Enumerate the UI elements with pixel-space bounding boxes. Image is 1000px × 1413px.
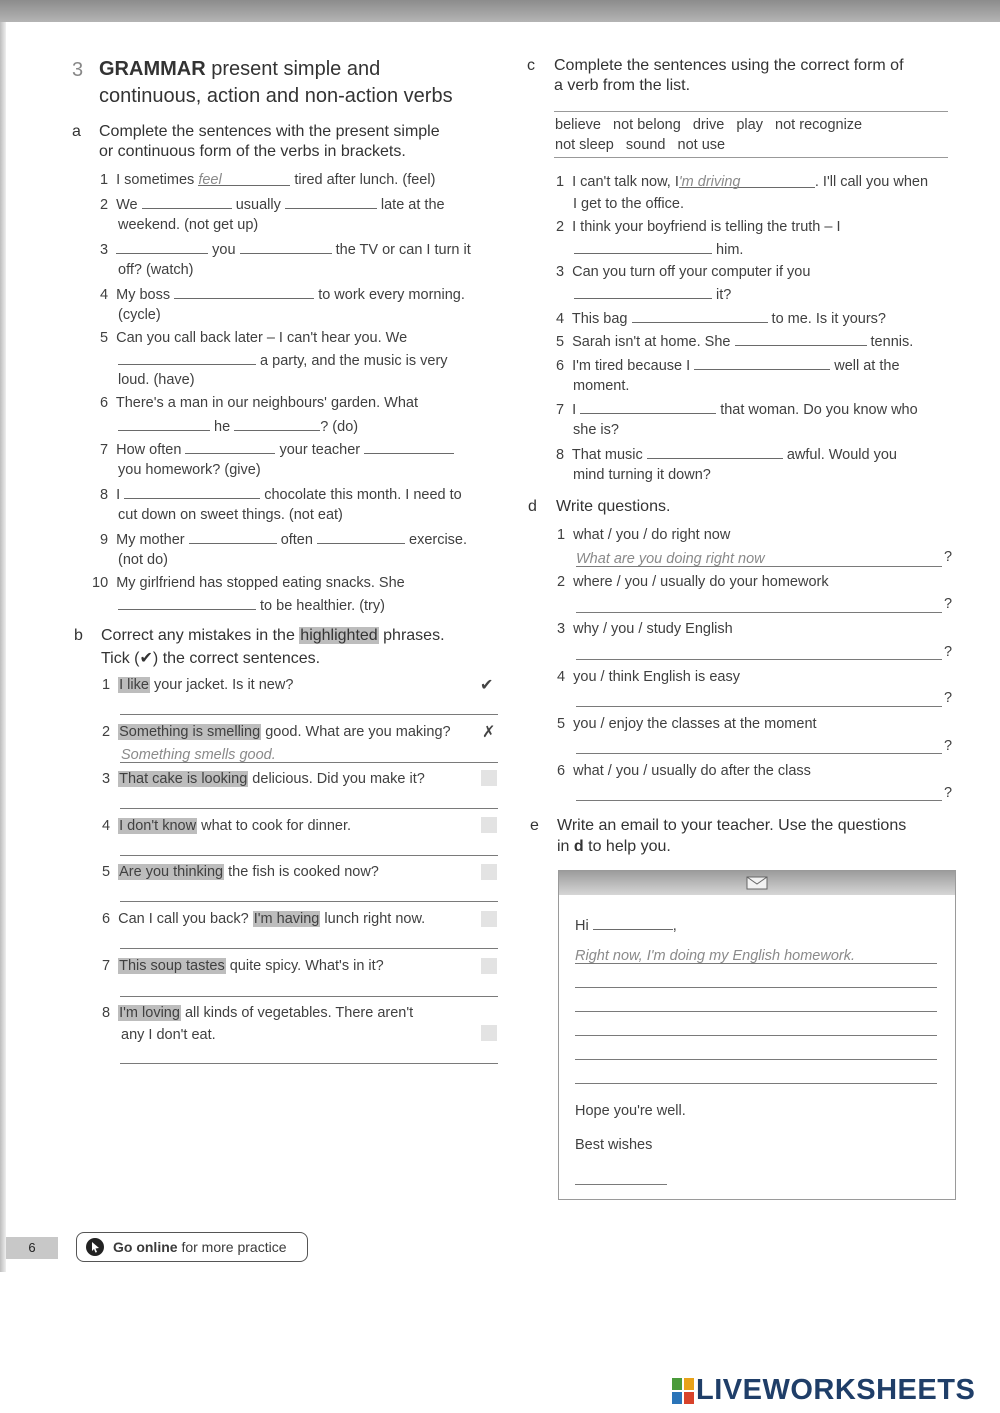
a-item-4-cont: (cycle) — [118, 307, 161, 323]
c-item-8-cont: mind turning it down? — [573, 467, 711, 483]
b-2-tick-box[interactable]: ✗ — [482, 724, 496, 741]
c-item-3-line2: it? — [574, 285, 731, 303]
d-6-question-mark: ? — [944, 785, 953, 801]
brand-name: LIVEWORKSHEETS — [696, 1374, 976, 1406]
c-item-8: 8 That music awful. Would you — [556, 447, 897, 463]
part-a-label: a — [72, 123, 81, 140]
email-answer-line-6[interactable] — [575, 1083, 937, 1084]
a-3-answer-field-1[interactable] — [116, 240, 208, 254]
a-item-7: 7 How often your teacher — [100, 440, 454, 458]
a-item-10-line2: to be healthier. (try) — [118, 596, 385, 614]
email-hope: Hope you're well. — [575, 1103, 686, 1119]
d-item-3: 3 why / you / study English — [557, 621, 733, 637]
page-number: 6 — [6, 1237, 58, 1259]
section-title: GRAMMAR present simple and — [99, 58, 381, 80]
a-item-8: 8 I chocolate this month. I need to — [100, 487, 462, 503]
part-e-instruction: Write an email to your teacher. Use the questions — [557, 817, 907, 834]
d-2-answer-line[interactable] — [576, 612, 942, 613]
email-answer-line-3[interactable] — [575, 1011, 937, 1012]
c-7-answer-field[interactable] — [580, 400, 716, 414]
email-name-field[interactable] — [593, 916, 673, 930]
a-item-5-line2: a party, and the music is very — [118, 351, 448, 369]
a-6-answer-field-1[interactable] — [118, 417, 210, 431]
email-answer-line-5[interactable] — [575, 1059, 937, 1060]
c-item-7-cont: she is? — [573, 422, 619, 438]
b-3-tick-box[interactable] — [481, 770, 497, 786]
a-7-answer-field-2[interactable] — [364, 440, 454, 454]
a-item-9-cont: (not do) — [118, 552, 168, 568]
b-4-tick-box[interactable] — [481, 817, 497, 833]
part-c-label: c — [527, 57, 535, 74]
b-3-answer-line[interactable] — [120, 808, 498, 809]
liveworksheets-logo-icon — [672, 1378, 694, 1404]
email-title-bar — [559, 871, 955, 895]
b-6-tick-box[interactable] — [481, 911, 497, 927]
d-5-answer-line[interactable] — [576, 753, 942, 754]
c-item-1-cont: I get to the office. — [573, 196, 684, 212]
a-4-answer-field[interactable] — [174, 285, 314, 299]
a-1-answer-field[interactable]: feel — [198, 172, 290, 186]
b-8-answer-line[interactable] — [120, 1063, 498, 1064]
b-7-answer-line[interactable] — [120, 996, 498, 997]
part-c-instruction: Complete the sentences using the correct form of — [554, 57, 904, 74]
a-item-3-cont: off? (watch) — [118, 262, 194, 278]
go-online-text: Go online for more practice — [113, 1239, 287, 1255]
b-item-2: 2 Something is smelling good. What are you making? — [102, 724, 451, 740]
cursor-icon — [85, 1237, 105, 1257]
c-8-answer-field[interactable] — [647, 445, 783, 459]
a-item-5-cont: loud. (have) — [118, 372, 195, 388]
part-e-label: e — [530, 817, 539, 834]
section-number: 3 — [72, 59, 84, 81]
a-item-7-cont: you homework? (give) — [118, 462, 261, 478]
a-item-8-cont: cut down on sweet things. (not eat) — [118, 507, 343, 523]
wordbox-top-rule — [554, 111, 948, 112]
c-4-answer-field[interactable] — [632, 309, 768, 323]
b-item-3: 3 That cake is looking delicious. Did you make it? — [102, 771, 425, 787]
a-item-4: 4 My boss to work every morning. — [100, 287, 465, 303]
b-7-tick-box[interactable] — [481, 958, 497, 974]
a-9-answer-field-1[interactable] — [189, 530, 277, 544]
a-item-6: 6 There's a man in our neighbours' garden. What — [100, 395, 419, 411]
b-5-answer-line[interactable] — [120, 901, 498, 902]
c-item-4: 4 This bag to me. Is it yours? — [556, 311, 886, 327]
go-online-badge[interactable] — [76, 1232, 308, 1262]
a-3-answer-field-2[interactable] — [240, 240, 332, 254]
part-a-instruction: Complete the sentences with the present simple — [99, 123, 440, 140]
scan-left-edge — [0, 22, 6, 1272]
d-3-question-mark: ? — [944, 644, 953, 660]
email-sign-off: Best wishes — [575, 1137, 653, 1153]
d-1-answer[interactable]: What are you doing right now — [576, 551, 765, 567]
d-2-question-mark: ? — [944, 596, 953, 612]
word-list: believe not belong drive play not recognize — [555, 117, 863, 133]
d-1-question-mark: ? — [944, 549, 953, 565]
b-1-answer-line[interactable] — [120, 714, 498, 715]
d-item-2: 2 where / you / usually do your homework — [557, 574, 829, 590]
email-answer-line-4[interactable] — [575, 1035, 937, 1036]
a-6-answer-field-2[interactable] — [234, 417, 320, 431]
a-2-answer-field-2[interactable] — [285, 195, 377, 209]
c-6-answer-field[interactable] — [694, 356, 830, 370]
b-item-7: 7 This soup tastes quite spicy. What's in it? — [102, 958, 384, 974]
section-title-line2: continuous, action and non-action verbs — [99, 85, 453, 107]
d-5-question-mark: ? — [944, 738, 953, 754]
d-item-4: 4 you / think English is easy — [557, 669, 740, 685]
c-3-answer-field[interactable] — [574, 285, 712, 299]
b-item-8-cont: any I don't eat. — [121, 1027, 216, 1043]
b-5-tick-box[interactable] — [481, 864, 497, 880]
b-item-1: 1 I like your jacket. Is it new? — [102, 677, 294, 693]
a-item-5: 5 Can you call back later – I can't hear you. We — [100, 330, 408, 346]
a-8-answer-field[interactable] — [124, 485, 260, 499]
c-item-2-line2: him. — [574, 240, 743, 258]
a-9-answer-field-2[interactable] — [317, 530, 405, 544]
word-list-2: not sleep sound not use — [555, 137, 726, 153]
b-4-answer-line[interactable] — [120, 855, 498, 856]
email-answer-line-2[interactable] — [575, 987, 937, 988]
a-10-answer-field[interactable] — [118, 596, 256, 610]
scan-top-edge — [0, 0, 1000, 22]
a-5-answer-field[interactable] — [118, 351, 256, 365]
c-item-1: 1 I can't talk now, I'm driving . I'll call you when — [556, 174, 929, 190]
c-item-6-cont: moment. — [573, 378, 630, 394]
part-b-instruction-2: Tick (✔) the correct sentences. — [101, 650, 321, 667]
b-8-tick-box[interactable] — [481, 1025, 497, 1041]
d-3-answer-line[interactable] — [576, 659, 942, 660]
c-item-3: 3 Can you turn off your computer if you — [556, 264, 811, 280]
a-item-10: 10 My girlfriend has stopped eating snacks. She — [92, 575, 405, 591]
b-item-6: 6 Can I call you back? I'm having lunch right now. — [102, 911, 426, 927]
a-2-answer-field-1[interactable] — [142, 195, 232, 209]
a-item-2: 2 We usually late at the — [100, 197, 445, 213]
part-d-instruction: Write questions. — [556, 498, 671, 515]
a-item-1: 1 I sometimes feel tired after lunch. (feel) — [100, 172, 436, 188]
d-4-question-mark: ? — [944, 690, 953, 706]
a-item-3: 3 you the TV or can I turn it — [100, 242, 471, 258]
email-answer-line-1 — [575, 963, 937, 964]
d-item-6: 6 what / you / usually do after the class — [557, 763, 811, 779]
a-item-9: 9 My mother often exercise. — [100, 532, 468, 548]
part-a-instruction-2: or continuous form of the verbs in brackets. — [99, 143, 406, 160]
email-greeting: Hi , — [575, 918, 677, 934]
d-item-5: 5 you / enjoy the classes at the moment — [557, 716, 817, 732]
d-4-answer-line[interactable] — [576, 706, 942, 707]
a-item-6-line2: he ? (do) — [118, 417, 358, 435]
b-item-5: 5 Are you thinking the fish is cooked now? — [102, 864, 379, 880]
part-b-instruction: Correct any mistakes in the highlighted phrases. — [101, 627, 445, 644]
c-item-7: 7 I that woman. Do you know who — [556, 402, 918, 418]
b-1-tick-box[interactable]: ✔ — [480, 677, 494, 694]
b-item-8: 8 I'm loving all kinds of vegetables. There aren't — [102, 1005, 414, 1021]
c-item-5: 5 Sarah isn't at home. She tennis. — [556, 334, 914, 350]
c-item-2: 2 I think your boyfriend is telling the truth – I — [556, 219, 841, 235]
a-item-2-cont: weekend. (not get up) — [118, 217, 259, 233]
part-e-instruction-2: in d to help you. — [557, 838, 671, 855]
c-2-answer-field[interactable] — [574, 240, 712, 254]
part-b-label: b — [74, 627, 83, 644]
d-1-answer-line — [576, 566, 942, 567]
d-item-1: 1 what / you / do right now — [557, 527, 731, 543]
part-d-label: d — [528, 498, 537, 515]
c-5-answer-field[interactable] — [735, 332, 867, 346]
b-item-4: 4 I don't know what to cook for dinner. — [102, 818, 352, 834]
part-c-instruction-2: a verb from the list. — [554, 77, 691, 94]
a-7-answer-field-1[interactable] — [185, 440, 275, 454]
b-2-answer-line — [120, 762, 498, 763]
d-6-answer-line[interactable] — [576, 800, 942, 801]
b-6-answer-line[interactable] — [120, 948, 498, 949]
b-2-answer[interactable]: Something smells good. — [121, 747, 276, 763]
c-item-6: 6 I'm tired because I well at the — [556, 358, 900, 374]
email-line-1[interactable]: Right now, I'm doing my English homework. — [575, 948, 856, 964]
envelope-icon — [746, 876, 768, 890]
c-1-answer-field[interactable]: 'm driving — [679, 174, 815, 188]
wordbox-bottom-rule — [554, 157, 948, 158]
email-signature-line[interactable] — [575, 1184, 667, 1185]
